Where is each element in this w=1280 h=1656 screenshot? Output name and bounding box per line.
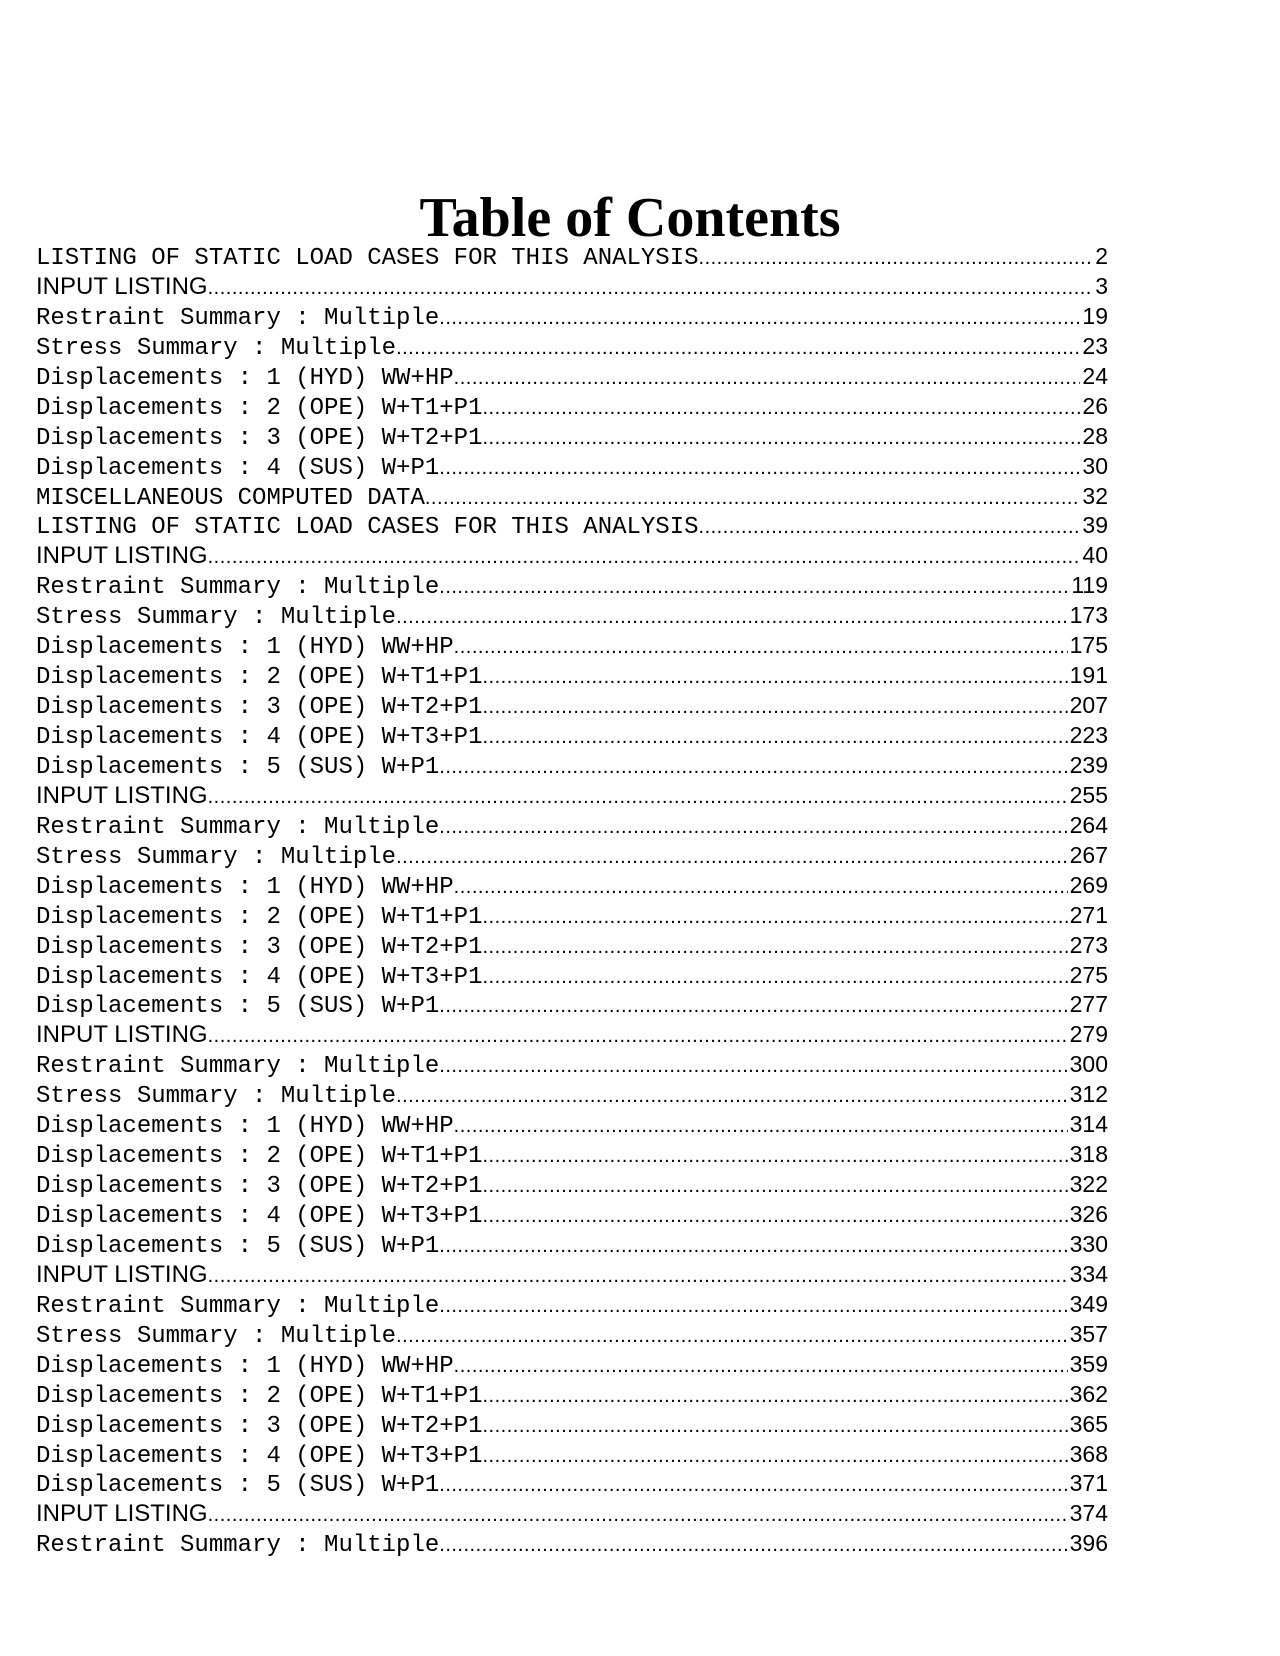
toc-dot-leader [396, 334, 1080, 362]
toc-entry[interactable] [36, 541, 1108, 571]
toc-dot-leader [208, 1022, 1068, 1050]
toc-dot-leader [208, 274, 1092, 302]
toc-dot-leader [482, 1202, 1067, 1230]
toc-entry-page-number: 2 [1095, 243, 1108, 269]
toc-entry-label: Displacements : 4 (OPE) W+T3+P1 [36, 963, 483, 991]
toc-entry[interactable] [36, 362, 1108, 392]
toc-entry-page-number: 318 [1069, 1141, 1108, 1168]
toc-entry-label: INPUT LISTING [36, 542, 208, 570]
toc-entry-label: Displacements : 2 (OPE) W+T1+P1 [36, 664, 483, 692]
toc-dot-leader [482, 1382, 1067, 1410]
toc-dot-leader [208, 1262, 1068, 1290]
toc-entry-label: Stress Summary : Multiple [36, 334, 397, 362]
toc-entry[interactable] [36, 422, 1108, 452]
toc-entry[interactable] [36, 302, 1108, 332]
toc-entry[interactable] [36, 482, 1108, 512]
toc-entry[interactable] [36, 452, 1108, 482]
toc-dot-leader [454, 1352, 1068, 1380]
toc-entry-page-number: 269 [1069, 871, 1108, 898]
toc-entry-label: Displacements : 2 (OPE) W+T1+P1 [36, 1143, 483, 1171]
toc-entry-page-number: 19 [1082, 302, 1108, 329]
toc-dot-leader [396, 603, 1068, 631]
toc-entry[interactable] [36, 1290, 1108, 1320]
toc-entry-page-number: 23 [1082, 332, 1108, 359]
toc-entry-label: Displacements : 4 (OPE) W+T3+P1 [36, 724, 483, 751]
toc-entry[interactable] [36, 961, 1108, 991]
toc-entry[interactable] [36, 511, 1108, 541]
toc-dot-leader [482, 1442, 1067, 1470]
toc-dot-leader [482, 963, 1067, 991]
toc-dot-leader [439, 753, 1067, 781]
toc-entry-label: Restraint Summary : Multiple [36, 304, 440, 332]
toc-dot-leader [396, 1322, 1068, 1350]
toc-entry[interactable] [36, 1440, 1108, 1470]
toc-dot-leader [482, 424, 1080, 452]
toc-entry-label: INPUT LISTING [36, 272, 208, 300]
toc-entry-page-number: 239 [1069, 751, 1108, 778]
toc-entry-label: Displacements : 4 (OPE) W+T3+P1 [36, 1442, 483, 1470]
toc-dot-leader [482, 394, 1080, 422]
toc-entry-page-number: 264 [1069, 811, 1108, 838]
toc-entry-page-number: 279 [1069, 1021, 1108, 1048]
toc-entry[interactable] [36, 1200, 1108, 1230]
toc-entry[interactable] [36, 601, 1108, 631]
toc-entry[interactable] [36, 1020, 1108, 1050]
toc-entry-page-number: 371 [1069, 1470, 1108, 1497]
toc-entry-label: Stress Summary : Multiple [36, 604, 397, 632]
toc-entry-page-number: 326 [1069, 1201, 1108, 1227]
toc-dot-leader [439, 573, 1069, 601]
toc-entry-label: Displacements : 1 (HYD) WW+HP [36, 1113, 454, 1141]
toc-dot-leader [396, 1082, 1068, 1110]
toc-dot-leader [439, 1232, 1067, 1260]
toc-dot-leader [482, 663, 1067, 691]
toc-entry-label: Displacements : 5 (SUS) W+P1 [36, 1232, 440, 1260]
toc-entry-label: Displacements : 3 (OPE) W+T2+P1 [36, 694, 483, 721]
toc-entry[interactable] [36, 1380, 1108, 1410]
toc-entry[interactable] [36, 931, 1108, 961]
toc-entry-label: Displacements : 1 (HYD) WW+HP [36, 364, 454, 392]
toc-dot-leader [699, 513, 1081, 541]
toc-entry-page-number: 277 [1069, 991, 1108, 1018]
toc-entry[interactable] [36, 841, 1108, 871]
toc-entry[interactable] [36, 1320, 1108, 1350]
toc-dot-leader [482, 933, 1067, 961]
toc-entry[interactable] [36, 901, 1108, 931]
toc-entry-page-number: 334 [1069, 1260, 1108, 1287]
toc-dot-leader [699, 244, 1092, 272]
toc-entry-label: Displacements : 4 (OPE) W+T3+P1 [36, 1203, 483, 1230]
toc-dot-leader [482, 1172, 1067, 1200]
toc-entry[interactable] [36, 1350, 1108, 1380]
toc-dot-leader [482, 903, 1067, 931]
toc-entry[interactable] [36, 272, 1108, 302]
toc-entry-page-number: 26 [1082, 392, 1108, 419]
toc-entry-label: Displacements : 3 (OPE) W+T2+P1 [36, 933, 483, 961]
toc-entry[interactable] [36, 1260, 1108, 1290]
toc-dot-leader [396, 843, 1068, 871]
page-title: Table of Contents [419, 186, 841, 249]
toc-entry-label: Restraint Summary : Multiple [36, 1053, 440, 1081]
toc-entry-page-number: 28 [1082, 422, 1108, 449]
toc-entry-page-number: 349 [1069, 1290, 1108, 1317]
toc-entry-page-number: 357 [1069, 1320, 1108, 1347]
toc-entry-label: Stress Summary : Multiple [36, 843, 397, 871]
toc-entry[interactable] [36, 1529, 1108, 1559]
toc-entry[interactable] [36, 1230, 1108, 1260]
toc-entry-label: Displacements : 2 (OPE) W+T1+P1 [36, 903, 483, 931]
toc-entry-page-number: 40 [1082, 542, 1108, 569]
toc-entry[interactable] [36, 1170, 1108, 1200]
toc-dot-leader [454, 633, 1068, 661]
table-of-contents [36, 242, 1108, 1559]
toc-dot-leader [425, 484, 1081, 512]
toc-entry-page-number: 32 [1082, 482, 1108, 509]
toc-entry-page-number: 255 [1069, 781, 1108, 808]
toc-entry-label: LISTING OF STATIC LOAD CASES FOR THIS ANALYSIS [36, 514, 699, 542]
toc-dot-leader [482, 693, 1067, 721]
toc-entry-page-number: 191 [1069, 662, 1108, 689]
toc-entry-label: Displacements : 4 (SUS) W+P1 [36, 454, 440, 482]
toc-entry-label: Displacements : 3 (OPE) W+T2+P1 [36, 1412, 483, 1440]
toc-entry-page-number: 175 [1069, 632, 1108, 659]
toc-entry-page-number: 396 [1069, 1530, 1108, 1557]
toc-entry-page-number: 119 [1071, 572, 1108, 599]
toc-entry[interactable] [36, 811, 1108, 841]
toc-entry-page-number: 312 [1069, 1081, 1108, 1108]
toc-entry[interactable] [36, 721, 1108, 751]
toc-dot-leader [439, 1471, 1067, 1499]
toc-dot-leader [439, 1052, 1067, 1080]
toc-entry[interactable] [36, 571, 1108, 601]
toc-dot-leader [439, 992, 1067, 1020]
toc-entry-label: Restraint Summary : Multiple [36, 813, 440, 841]
toc-dot-leader [439, 1292, 1067, 1320]
toc-entry-label: INPUT LISTING [36, 781, 208, 809]
toc-entry-label: Displacements : 3 (OPE) W+T2+P1 [36, 1173, 483, 1200]
toc-entry-label: Stress Summary : Multiple [36, 1322, 397, 1350]
toc-entry-page-number: 173 [1069, 602, 1108, 629]
toc-entry-page-number: 365 [1069, 1410, 1108, 1437]
toc-entry[interactable] [36, 871, 1108, 901]
toc-entry[interactable] [36, 1410, 1108, 1440]
toc-entry-label: Restraint Summary : Multiple [36, 574, 440, 602]
toc-entry-page-number: 275 [1069, 961, 1108, 988]
toc-entry-label: Displacements : 5 (SUS) W+P1 [36, 993, 440, 1021]
toc-entry-label: Stress Summary : Multiple [36, 1083, 397, 1111]
toc-dot-leader [439, 454, 1080, 482]
toc-entry[interactable] [36, 1499, 1108, 1529]
toc-entry-label: Restraint Summary : Multiple [36, 1532, 440, 1560]
toc-entry-label: Displacements : 1 (HYD) WW+HP [36, 634, 454, 662]
toc-entry[interactable] [36, 661, 1108, 691]
toc-dot-leader [454, 873, 1068, 901]
toc-entry-page-number: 3 [1095, 272, 1108, 299]
toc-entry[interactable] [36, 990, 1108, 1020]
toc-entry-page-number: 314 [1069, 1111, 1108, 1138]
toc-entry[interactable] [36, 1469, 1108, 1499]
toc-entry[interactable] [36, 242, 1108, 272]
toc-entry-page-number: 300 [1069, 1051, 1108, 1078]
toc-entry-label: INPUT LISTING [36, 1021, 208, 1049]
toc-entry-label: Displacements : 1 (HYD) WW+HP [36, 873, 454, 901]
toc-entry-label: LISTING OF STATIC LOAD CASES FOR THIS ANALYSIS [36, 245, 699, 272]
toc-dot-leader [208, 783, 1068, 811]
toc-entry-label: Displacements : 2 (OPE) W+T1+P1 [36, 1382, 483, 1410]
toc-dot-leader [439, 813, 1067, 841]
toc-entry-page-number: 24 [1082, 362, 1108, 389]
toc-entry[interactable] [36, 332, 1108, 362]
toc-entry[interactable] [36, 781, 1108, 811]
toc-entry-page-number: 368 [1069, 1440, 1108, 1467]
toc-entry[interactable] [36, 392, 1108, 422]
toc-entry-page-number: 223 [1069, 722, 1108, 748]
toc-entry[interactable] [36, 1080, 1108, 1110]
toc-entry-page-number: 330 [1069, 1230, 1108, 1257]
toc-dot-leader [208, 1501, 1068, 1529]
toc-entry-page-number: 359 [1069, 1350, 1108, 1377]
toc-entry[interactable] [36, 1110, 1108, 1140]
toc-entry-page-number: 362 [1069, 1380, 1108, 1407]
toc-entry-label: Restraint Summary : Multiple [36, 1292, 440, 1320]
toc-dot-leader [439, 304, 1080, 332]
toc-entry[interactable] [36, 1050, 1108, 1080]
toc-entry-label: Displacements : 1 (HYD) WW+HP [36, 1352, 454, 1380]
toc-entry-label: Displacements : 5 (SUS) W+P1 [36, 753, 440, 781]
toc-entry[interactable] [36, 1140, 1108, 1170]
toc-dot-leader [454, 1112, 1068, 1140]
toc-entry-label: Displacements : 3 (OPE) W+T2+P1 [36, 424, 483, 452]
toc-entry-page-number: 267 [1069, 841, 1108, 868]
toc-dot-leader [439, 1531, 1067, 1559]
toc-entry-label: INPUT LISTING [36, 1260, 208, 1288]
toc-entry[interactable] [36, 691, 1108, 721]
toc-entry-page-number: 39 [1082, 512, 1108, 539]
toc-entry-label: Displacements : 5 (SUS) W+P1 [36, 1472, 440, 1500]
toc-dot-leader [208, 543, 1081, 571]
toc-entry-page-number: 271 [1069, 901, 1108, 928]
toc-entry[interactable] [36, 751, 1108, 781]
toc-entry-label: MISCELLANEOUS COMPUTED DATA [36, 484, 425, 512]
toc-dot-leader [454, 364, 1081, 392]
toc-dot-leader [482, 1412, 1067, 1440]
toc-dot-leader [482, 1142, 1067, 1170]
toc-entry-page-number: 30 [1082, 452, 1108, 479]
toc-entry-page-number: 207 [1069, 692, 1108, 719]
toc-entry[interactable] [36, 631, 1108, 661]
toc-entry-label: Displacements : 2 (OPE) W+T1+P1 [36, 394, 483, 422]
toc-entry-page-number: 374 [1069, 1500, 1108, 1527]
toc-dot-leader [482, 723, 1067, 751]
toc-entry-page-number: 273 [1069, 931, 1108, 958]
toc-entry-page-number: 322 [1069, 1171, 1108, 1198]
toc-entry-label: INPUT LISTING [36, 1500, 208, 1528]
